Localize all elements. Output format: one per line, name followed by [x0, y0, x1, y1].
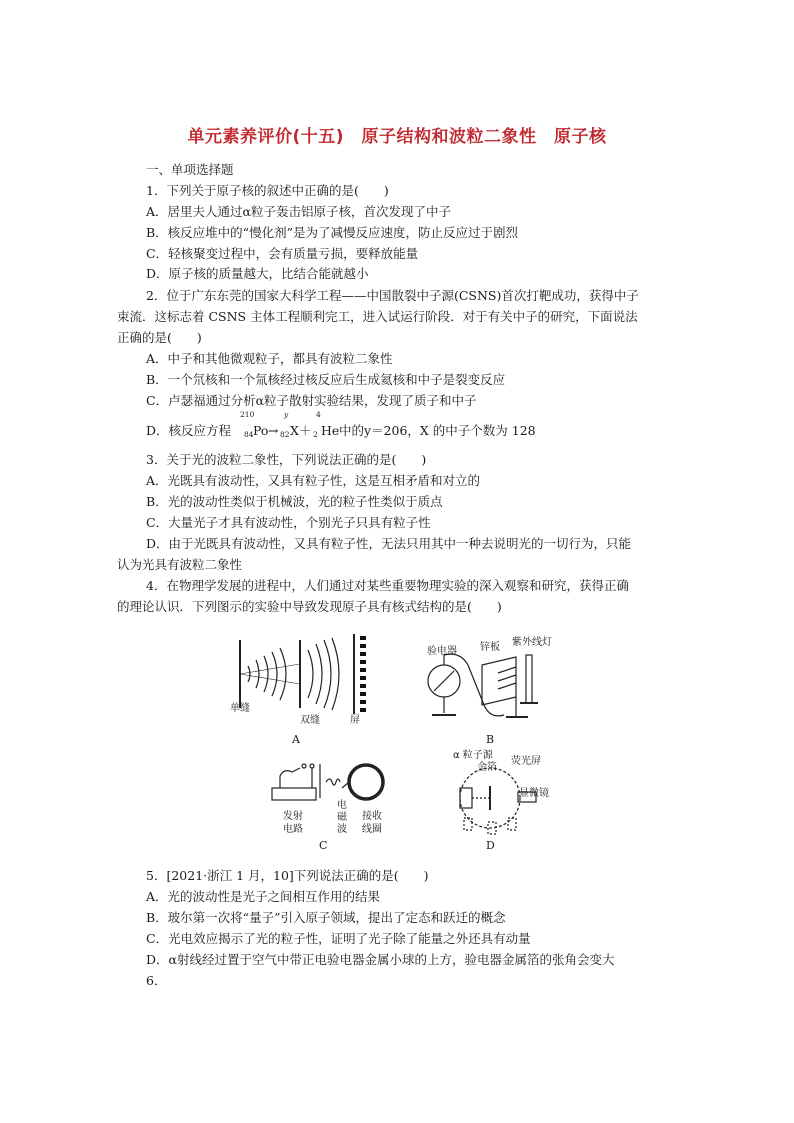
q2-option-c: C．卢瑟福通过分析α粒子散射实验结果，发现了质子和中子 [146, 393, 477, 408]
fig-a-letter: A [292, 733, 300, 746]
q1-option-c: C．轻核聚变过程中，会有质量亏损，要释放能量 [146, 246, 419, 261]
x-charge-number: 82 [280, 430, 290, 439]
fig-c-transmitter-line1: 发射 [283, 811, 303, 822]
po-symbol: Po [253, 423, 269, 438]
fig-d-screen-label: 荧光屏 [511, 756, 541, 767]
q5-option-c: C．光电效应揭示了光的粒子性，证明了光子除了能量之外还具有动量 [146, 931, 531, 946]
q1-stem: 1．下列关于原子核的叙述中正确的是( ) [146, 183, 389, 198]
q3-option-d-line1: D．由于光既具有波动性，又具有粒子性，无法只用其中一种去说明光的一切行为，只能 [146, 536, 632, 551]
q2-option-d-prefix: D．核反应方程 [146, 423, 232, 438]
q3-option-b: B．光的波动性类似于机械波，光的粒子性类似于质点 [146, 494, 443, 509]
page-title: 单元素养评价(十五) 原子结构和波粒二象性 原子核 [187, 127, 607, 147]
q2-option-d-suffix: 中的y＝206，X 的中子个数为 128 [339, 423, 536, 438]
q3-stem: 3．关于光的波粒二象性，下列说法正确的是( ) [146, 452, 427, 467]
q1-option-b: B．核反应堆中的“慢化剂”是为了减慢反应速度，防止反应过于剧烈 [146, 225, 518, 240]
fig-d-foil-label: 金箔 [477, 762, 497, 773]
q2-option-a: A．中子和其他微观粒子，都具有波粒二象性 [146, 351, 393, 366]
q4-stem-line2: 的理论认识．下列图示的实验中导致发现原子具有核式结构的是( ) [117, 599, 502, 614]
x-mass-number: y [284, 410, 289, 419]
q6-stem: 6． [146, 973, 167, 988]
q5-option-a: A．光的波动性是光子之间相互作用的结果 [146, 889, 381, 904]
po-charge-number: 84 [244, 430, 254, 439]
figure-a-double-slit [230, 630, 390, 720]
fig-c-em-char1: 电 [337, 800, 347, 811]
q2-option-b: B．一个氘核和一个氚核经过核反应后生成氦核和中子是裂变反应 [146, 372, 506, 387]
q2-stem-line1: 2．位于广东东莞的国家大科学工程——中国散裂中子源(CSNS)首次打靶成功，获得中子 [146, 288, 639, 303]
q5-option-b: B．玻尔第一次将“量子”引入原子领域，提出了定态和跃迁的概念 [146, 910, 506, 925]
fig-b-zinc-plate-label: 锌板 [480, 642, 500, 653]
q4-stem-line1: 4．在物理学发展的进程中，人们通过对某些重要物理实验的深入观察和研究，获得正确 [146, 578, 629, 593]
he-charge-number: 2 [313, 430, 318, 439]
q2-stem-line2: 束流．这标志着 CSNS 主体工程顺利完工，进入试运行阶段．对于有关中子的研究，下面说法 [117, 309, 638, 324]
q3-option-a: A．光既具有波动性，又具有粒子性，这是互相矛盾和对立的 [146, 473, 481, 488]
q5-stem: 5．[2021·浙江 1 月，10]下列说法正确的是( ) [146, 868, 429, 883]
fig-c-letter: C [319, 839, 328, 852]
figure-c-em-wave [270, 758, 385, 808]
fig-a-screen-label: 屏 [350, 715, 360, 726]
q2-stem-line3: 正确的是( ) [117, 330, 202, 345]
figure-b-photoelectric [420, 645, 550, 725]
fig-a-single-slit-label: 单缝 [230, 703, 250, 714]
q1-option-d: D．原子核的质量越大，比结合能就越小 [146, 266, 369, 281]
q1-option-a: A．居里夫人通过α粒子轰击铝原子核，首次发现了中子 [146, 204, 451, 219]
fig-d-letter: D [486, 839, 495, 852]
he-mass-number: 4 [316, 410, 321, 419]
fig-c-transmitter-line2: 电路 [283, 824, 303, 835]
fig-b-uv-lamp-label: 紫外线灯 [512, 637, 552, 648]
fig-a-double-slit-label: 双缝 [300, 715, 320, 726]
section-heading: 一、单项选择题 [146, 162, 234, 177]
po-mass-number: 210 [240, 410, 255, 419]
fig-c-em-char2: 磁 [337, 812, 347, 823]
fig-c-receiver-line2: 线圈 [362, 824, 382, 835]
reaction-arrow: → [268, 423, 279, 438]
he-symbol: He [321, 423, 340, 438]
fig-c-receiver-line1: 接收 [362, 811, 382, 822]
q3-option-d-line2: 认为光具有波粒二象性 [117, 557, 243, 572]
fig-d-source-label: α 粒子源 [453, 750, 493, 761]
fig-b-electroscope-label: 验电器 [427, 646, 457, 657]
fig-c-em-char3: 波 [337, 824, 347, 835]
x-symbol: X＋ [290, 423, 312, 438]
fig-d-microscope-label: 显微镜 [519, 788, 549, 799]
q3-option-c: C．大量光子才具有波动性，个别光子只具有粒子性 [146, 515, 431, 530]
q5-option-d: D．α射线经过置于空气中带正电验电器金属小球的上方，验电器金属箔的张角会变大 [146, 952, 615, 967]
fig-b-letter: B [486, 733, 495, 746]
